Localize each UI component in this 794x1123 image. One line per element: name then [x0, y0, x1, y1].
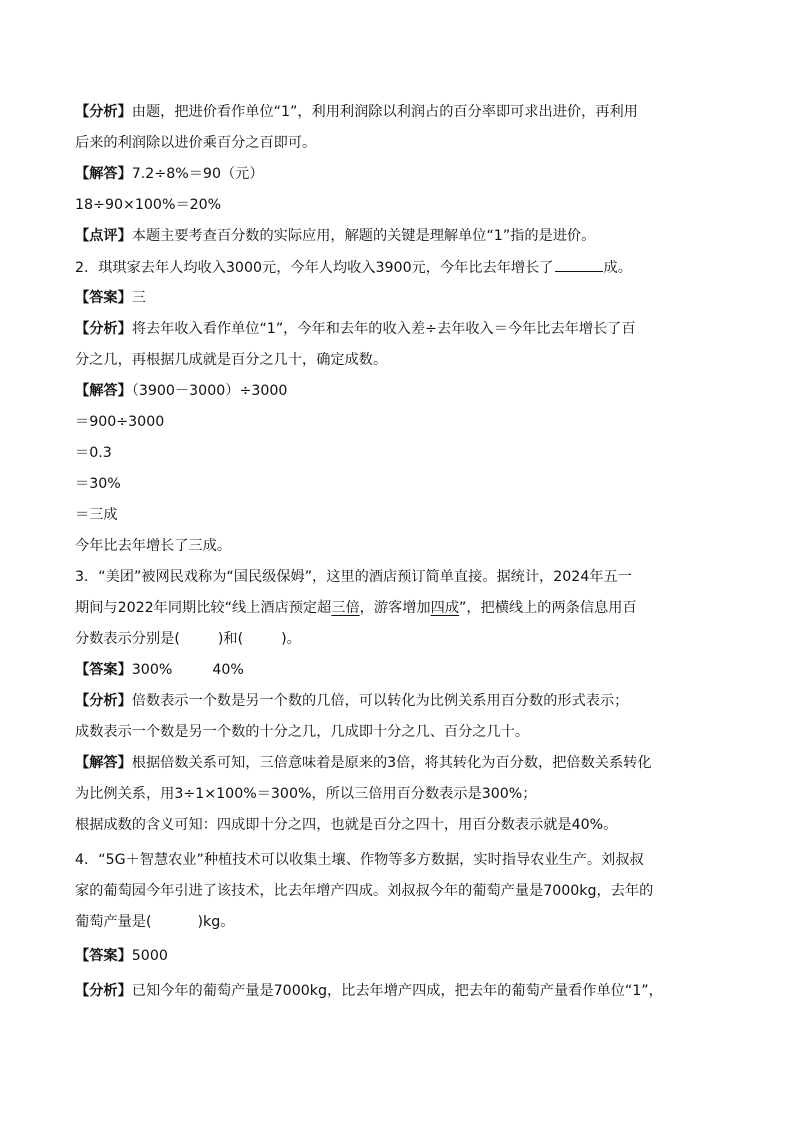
analysis-tag: 【分析】	[75, 104, 132, 120]
comment-paragraph	[75, 226, 755, 246]
question-4-continuation	[75, 881, 755, 901]
answer-tag: 【答案】	[75, 290, 132, 306]
question-4-continuation	[75, 912, 755, 932]
solution-step	[75, 412, 755, 432]
analysis-paragraph	[75, 319, 755, 339]
solution-paragraph	[75, 381, 755, 401]
analysis-paragraph	[75, 691, 755, 711]
answer-text: 40%	[212, 662, 244, 678]
analysis-text: 由题，把进价看作单位“1”，利用利润除以利润占的百分率即可求出进价，再利用	[131, 104, 638, 120]
answer-text: 300%	[131, 662, 173, 678]
solution-step	[75, 505, 755, 525]
question-2	[75, 257, 755, 278]
analysis-paragraph	[75, 981, 755, 1001]
question-3-continuation	[75, 629, 755, 649]
analysis-text: 已知今年的葡萄产量是7000kg，比去年增产四成，把去年的葡萄产量看作单位“1”，	[131, 983, 663, 999]
analysis-text: 倍数表示一个数是另一个数的几倍，可以转化为比例关系用百分数的形式表示；	[131, 693, 629, 709]
solution-step	[75, 474, 755, 494]
analysis-text: 将去年收入看作单位“1”，今年和去年的收入差÷去年收入＝今年比去年增长了百	[131, 321, 636, 337]
solution-tag: 【解答】	[75, 383, 132, 399]
solution-text: ＝900÷3000	[75, 414, 165, 430]
question-text: 葡萄产量是(	[75, 914, 152, 930]
question-text: 2．琪琪家去年人均收入3000元，今年人均收入3900元，今年比去年增长了	[75, 260, 554, 276]
analysis-continuation	[75, 722, 755, 742]
solution-text: ＝0.3	[75, 445, 112, 461]
solution-text: 根据成数的含义可知：四成即十分之四，也就是百分之四十，用百分数表示就是40%。	[75, 817, 618, 833]
question-text: 4．“5G＋智慧农业”种植技术可以收集土壤、作物等多方数据，实时指导农业生产。刘叔叔	[75, 852, 644, 868]
answer-paragraph	[75, 660, 755, 680]
question-3-continuation	[75, 598, 755, 618]
underlined-term: 三倍	[331, 600, 360, 616]
analysis-tag: 【分析】	[75, 321, 132, 337]
underlined-term: 四成	[430, 600, 460, 616]
conclusion-text	[75, 536, 755, 556]
question-text: 3．“美团”被网民戏称为“国民级保姆”，这里的酒店预订简单直接。据统计，2024年五一	[75, 569, 632, 585]
comment-text: 本题主要考查百分数的实际应用，解题的关键是理解单位“1”指的是进价。	[131, 228, 596, 244]
solution-step	[75, 195, 755, 215]
solution-paragraph	[75, 164, 755, 184]
answer-paragraph	[75, 288, 755, 308]
solution-text: 18÷90×100%＝20%	[75, 197, 222, 213]
question-text: )kg。	[197, 914, 235, 930]
question-text: 期间与2022年同期比较“线上酒店预定超	[75, 600, 332, 616]
question-text: 分数表示分别是(	[75, 631, 180, 647]
solution-text: 为比例关系，用3÷1×100%＝300%，所以三倍用百分数表示是300%；	[75, 786, 537, 802]
answer-tag: 【答案】	[75, 662, 132, 678]
analysis-tag: 【分析】	[75, 983, 132, 999]
answer-paragraph	[75, 946, 755, 966]
comment-tag: 【点评】	[75, 228, 132, 244]
solution-text: 7.2÷8%＝90（元）	[131, 166, 264, 182]
solution-continuation	[75, 815, 755, 835]
question-4	[75, 850, 755, 870]
analysis-tag: 【分析】	[75, 693, 132, 709]
conclusion-sentence: 今年比去年增长了三成。	[75, 538, 232, 554]
answer-text: 三	[131, 290, 146, 306]
analysis-text: 分之几，再根据几成就是百分之几十，确定成数。	[75, 352, 388, 368]
analysis-continuation	[75, 350, 755, 370]
question-3	[75, 567, 755, 587]
solution-continuation	[75, 784, 755, 804]
question-text: ，游客增加	[359, 600, 431, 616]
solution-step	[75, 443, 755, 463]
analysis-continuation	[75, 133, 755, 153]
analysis-text: 后来的利润除以进价乘百分之百即可。	[75, 135, 317, 151]
solution-tag: 【解答】	[75, 166, 132, 182]
solution-text: ＝三成	[75, 507, 118, 523]
question-text: ”，把横线上的两条信息用百	[459, 600, 637, 616]
solution-tag: 【解答】	[75, 755, 132, 771]
question-text: )。	[281, 631, 301, 647]
question-text: 家的葡萄园今年引进了该技术，比去年增产四成。刘叔叔今年的葡萄产量是7000kg，去年的	[75, 883, 654, 899]
fill-blank	[555, 257, 603, 272]
answer-text: 5000	[131, 948, 168, 964]
solution-paragraph	[75, 753, 755, 773]
solution-text: 根据倍数关系可知，三倍意味着是原来的3倍，将其转化为百分数，把倍数关系转化	[131, 755, 652, 771]
analysis-text: 成数表示一个数是另一个数的十分之几，几成即十分之几、百分之几十。	[75, 724, 530, 740]
solution-text: （3900－3000）÷3000	[131, 383, 288, 399]
analysis-paragraph	[75, 102, 755, 122]
question-text: )和(	[217, 631, 244, 647]
solution-text: ＝30%	[75, 476, 121, 492]
answer-tag: 【答案】	[75, 948, 132, 964]
question-text: 成。	[603, 260, 632, 276]
